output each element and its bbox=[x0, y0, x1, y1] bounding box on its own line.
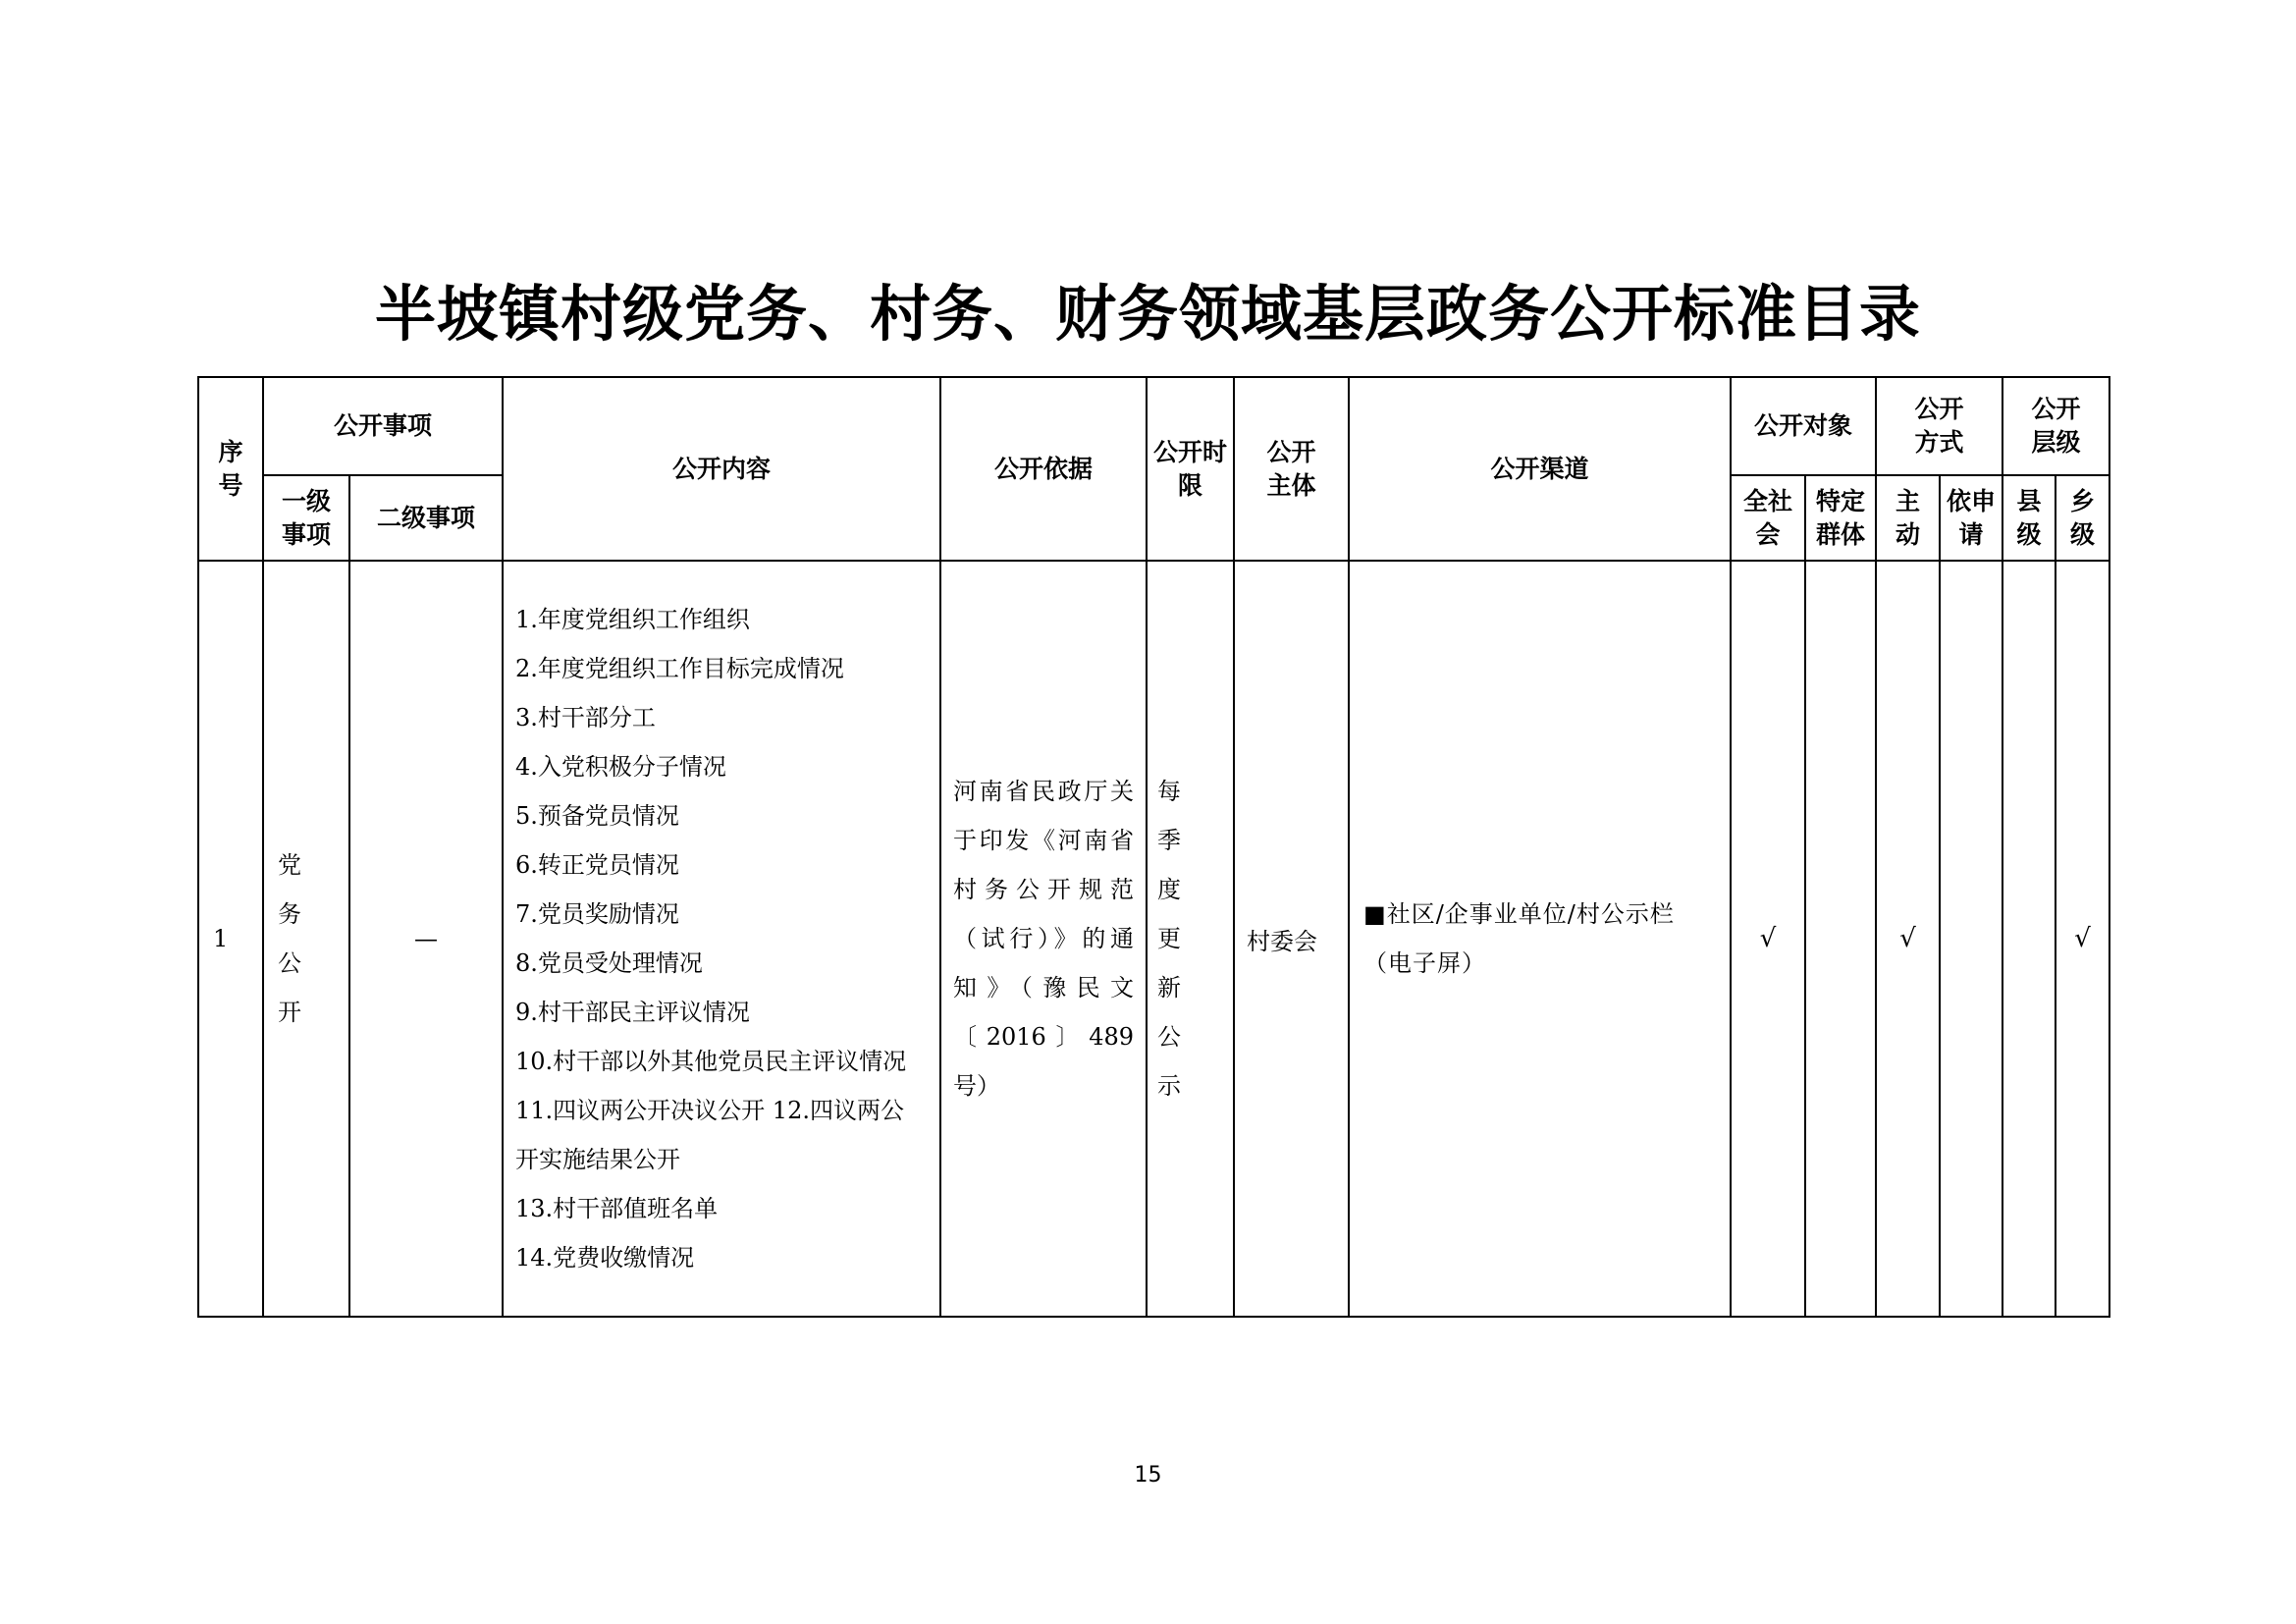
page-title: 半坡镇村级党务、村务、财务领域基层政务公开标准目录 bbox=[374, 278, 1921, 350]
row-method-apply bbox=[1940, 561, 2002, 1317]
header-target-specific: 特定群体 bbox=[1805, 475, 1876, 561]
content-item: 2.年度党组织工作目标完成情况 bbox=[515, 655, 844, 682]
header-row-1 bbox=[198, 377, 2109, 475]
content-item: 1.年度党组织工作组织 bbox=[515, 606, 750, 633]
header-method-apply: 依申请 bbox=[1940, 475, 2002, 561]
row-time-limit: 每季度更新公示 bbox=[1147, 561, 1234, 1317]
header-content: 公开内容 bbox=[503, 377, 940, 561]
content-item: 8.党员受处理情况 bbox=[515, 949, 703, 977]
header-method-active: 主动 bbox=[1876, 475, 1940, 561]
content-item: 开实施结果公开 bbox=[515, 1146, 681, 1173]
header-method: 公开方式 bbox=[1876, 377, 2002, 475]
content-item: 6.转正党员情况 bbox=[515, 851, 679, 879]
row-target-all: √ bbox=[1731, 561, 1805, 1317]
row-subject: 村委会 bbox=[1234, 561, 1349, 1317]
header-subject: 公开主体 bbox=[1234, 377, 1349, 561]
header-channel: 公开渠道 bbox=[1349, 377, 1731, 561]
header-target: 公开对象 bbox=[1731, 377, 1876, 475]
header-seq: 序号 bbox=[198, 377, 263, 561]
header-target-all: 全社会 bbox=[1731, 475, 1805, 561]
row-basis: 河南省民政厅关于印发《河南省村务公开规范（试行）》的通知》（豫民文〔2016〕489 号） bbox=[940, 561, 1147, 1317]
content-item: 7.党员奖励情况 bbox=[515, 900, 679, 928]
row-level-township: √ bbox=[2056, 561, 2109, 1317]
content-item: 5.预备党员情况 bbox=[515, 802, 679, 830]
row-channel: ■社区/企事业单位/村公示栏（电子屏） bbox=[1349, 561, 1731, 1317]
header-matter: 公开事项 bbox=[263, 377, 503, 475]
table-row bbox=[198, 561, 2109, 1317]
header-time-limit: 公开时限 bbox=[1147, 377, 1234, 561]
header-basis: 公开依据 bbox=[940, 377, 1147, 561]
content-item: 4.入党积极分子情况 bbox=[515, 753, 726, 781]
content-item: 9.村干部民主评议情况 bbox=[515, 999, 750, 1026]
row-level-county bbox=[2002, 561, 2056, 1317]
header-level-township: 乡级 bbox=[2056, 475, 2109, 561]
content-item: 10.村干部以外其他党员民主评议情况 bbox=[515, 1048, 907, 1075]
row-level2: — bbox=[349, 561, 503, 1317]
disclosure-catalog-table bbox=[197, 376, 2110, 1318]
content-item: 11.四议两公开决议公开 12.四议两公 bbox=[515, 1097, 904, 1124]
page-number: 15 bbox=[1134, 1463, 1162, 1488]
row-content bbox=[503, 561, 940, 1317]
row-target-specific bbox=[1805, 561, 1876, 1317]
header-level: 公开层级 bbox=[2002, 377, 2109, 475]
row-level1: 党务公开 bbox=[263, 561, 349, 1317]
header-level2: 二级事项 bbox=[349, 475, 503, 561]
content-item: 13.村干部值班名单 bbox=[515, 1195, 719, 1222]
content-item: 14.党费收缴情况 bbox=[515, 1244, 695, 1272]
header-level-county: 县级 bbox=[2002, 475, 2056, 561]
row-method-active: √ bbox=[1876, 561, 1940, 1317]
content-item: 3.村干部分工 bbox=[515, 704, 656, 731]
header-level1: 一级事项 bbox=[263, 475, 349, 561]
row-seq: 1 bbox=[198, 561, 263, 1317]
